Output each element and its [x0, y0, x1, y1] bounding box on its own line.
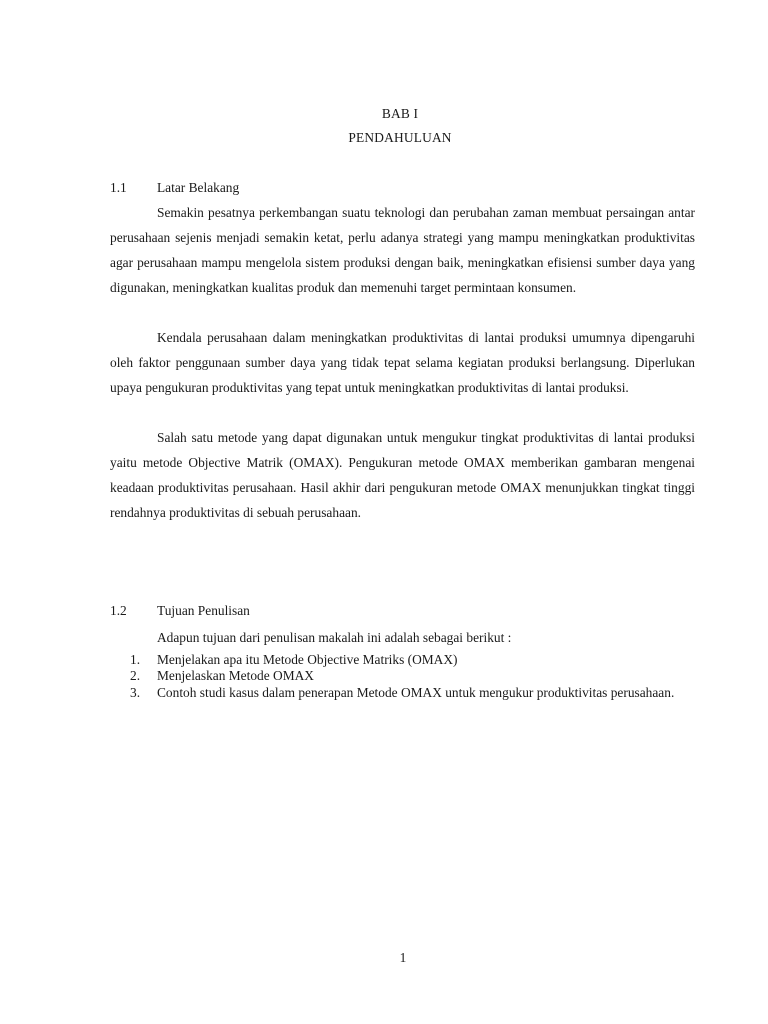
section-heading-2 [110, 603, 250, 619]
list-item-text: Contoh studi kasus dalam penerapan Metode OMAX untuk mengukur produktivitas perusahaan. [157, 685, 675, 700]
section-number: 1.1 [110, 180, 127, 195]
list-marker: 3. [130, 685, 141, 700]
list-item [110, 680, 695, 705]
section-title: Latar Belakang [157, 180, 240, 195]
section-heading-1 [110, 180, 239, 196]
paragraph-text: Semakin pesatnya perkembangan suatu teknologi dan perubahan zaman membuat persaingan antar perusahaan sejenis menjadi semakin ketat, perlu adanya strategi yang mampu meningkatkan produktivitas agar perusahaan mampu mengelola sistem produksi dengan baik, meningkatkan efisiensi sumber daya yang digunakan, meningkatkan kualitas produk dan memenuhi target permintaan konsumen. [110, 205, 695, 295]
chapter-title: PENDAHULUAN [348, 130, 452, 145]
list-marker: 1. [130, 652, 141, 667]
chapter-label: BAB I [381, 106, 419, 121]
list-item [110, 652, 695, 668]
list-item-text: Menjelaskan Metode OMAX [157, 668, 314, 683]
page-number: 1 [399, 950, 407, 965]
section-number: 1.2 [110, 603, 127, 618]
list-marker: 2. [130, 668, 141, 683]
list-intro: Adapun tujuan dari penulisan makalah ini adalah sebagai berikut : [157, 630, 512, 645]
paragraph-3 [110, 425, 695, 525]
paragraph-2 [110, 325, 695, 400]
paragraph-1 [110, 200, 695, 300]
paragraph-text: Salah satu metode yang dapat digunakan untuk mengukur tingkat produktivitas di lantai produksi yaitu metode Objective Matrik (OMAX). Pengukuran metode OMAX memberikan gambaran mengenai keadaan produktivitas perusahaan. Hasil akhir dari pengukuran metode OMAX menunjukkan tingkat tinggi rendahnya produktivitas di sebuah perusahaan. [110, 430, 695, 520]
paragraph-text: Kendala perusahaan dalam meningkatkan produktivitas di lantai produksi umumnya dipengaruhi oleh faktor penggunaan sumber daya yang tidak tepat selama kegiatan produksi berlangsung. Diperlukan upaya pengukuran produktivitas yang tepat untuk meningkatkan produktivitas di lantai produksi. [110, 330, 695, 395]
section-title: Tujuan Penulisan [157, 603, 250, 618]
objectives-list [110, 652, 695, 705]
list-item-text: Menjelakan apa itu Metode Objective Matriks (OMAX) [157, 652, 458, 667]
